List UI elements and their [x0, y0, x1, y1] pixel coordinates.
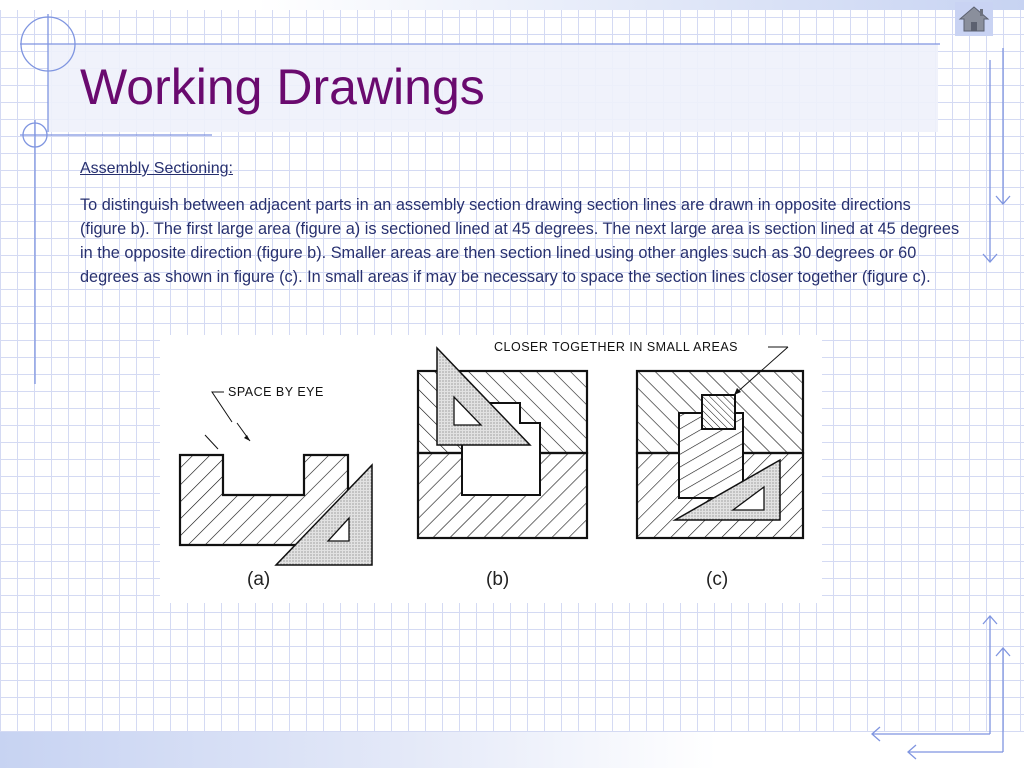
top-gradient-band [0, 0, 1024, 10]
bottom-gradient-band [0, 732, 1024, 768]
figure-b [418, 348, 587, 590]
figure-label-c: (c) [706, 569, 729, 590]
page-title: Working Drawings [80, 59, 485, 115]
figure-label-b: (b) [486, 569, 510, 590]
home-button[interactable] [955, 2, 993, 36]
body-paragraph: To distinguish between adjacent parts in an assembly section drawing section lines are drawn in opposite directions (figure b). The first large area (figure a) is sectioned lined at 45 degrees. The next large area is section lined at 45 degrees in the opposite direction (figure b). Smaller areas are then section lined using other angles such as 30 degrees or 60 degrees as shown in figure (c). In small areas if may be necessary to space the section lines closer together (figure c). [80, 196, 960, 286]
figure-label-a: (a) [247, 569, 271, 590]
callout-closer-together: CLOSER TOGETHER IN SMALL AREAS [494, 340, 739, 354]
callout-space-by-eye: SPACE BY EYE [228, 385, 324, 399]
section-heading: Assembly Sectioning: [80, 160, 233, 177]
home-icon [955, 2, 993, 36]
section-drawing-figure [160, 335, 822, 603]
figure-a [180, 385, 372, 590]
